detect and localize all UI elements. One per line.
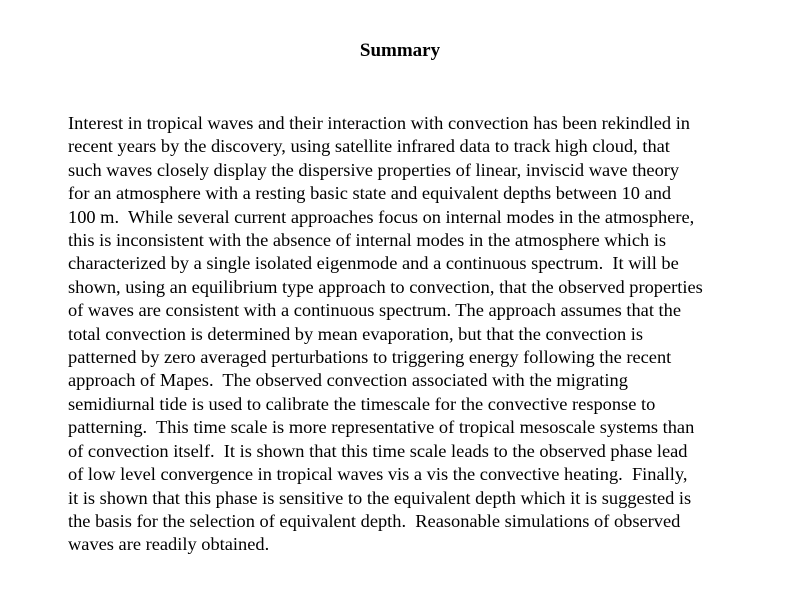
paragraph-line: recent years by the discovery, using satellite infrared data to track high cloud, that [68,136,670,157]
paragraph-line: patterned by zero averaged perturbations to triggering energy following the recent [68,347,672,368]
paragraph-line: this is inconsistent with the absence of internal modes in the atmosphere which is [68,230,667,251]
paragraph-line: Interest in tropical waves and their interaction with convection has been rekindled in [68,113,691,133]
paragraph-line: of convection itself. It is shown that this time scale leads to the observed phase lead [68,440,688,461]
page-title: Summary [359,40,441,61]
paragraph-line: patterning. This time scale is more representative of tropical mesoscale systems than [68,417,695,438]
paragraph-line: of low level convergence in tropical waves vis a vis the convective heating. Finally, [68,464,688,485]
paragraph-line: of waves are consistent with a continuous spectrum. The approach assumes that the [68,300,682,321]
paragraph-line: for an atmosphere with a resting basic state and equivalent depths between 10 and [68,183,672,204]
summary-paragraph [68,112,788,557]
paragraph-line: such waves closely display the dispersive properties of linear, inviscid wave theory [68,159,680,180]
paragraph-line: approach of Mapes. The observed convection associated with the migrating [68,370,628,391]
paragraph-line: characterized by a single isolated eigenmode and a continuous spectrum. It will be [68,253,679,274]
paragraph-line: semidiurnal tide is used to calibrate the timescale for the convective response to [68,393,656,414]
paragraph-line: shown, using an equilibrium type approach to convection, that the observed properties [68,276,703,297]
paragraph-line: waves are readily obtained. [68,534,270,555]
paragraph-line: 100 m. While several current approaches focus on internal modes in the atmosphere, [68,206,695,227]
paragraph-line: the basis for the selection of equivalent depth. Reasonable simulations of observed [68,510,681,531]
paragraph-line: total convection is determined by mean evaporation, but that the convection is [68,323,644,344]
paragraph-line: it is shown that this phase is sensitive to the equivalent depth which it is suggested is [68,487,692,508]
